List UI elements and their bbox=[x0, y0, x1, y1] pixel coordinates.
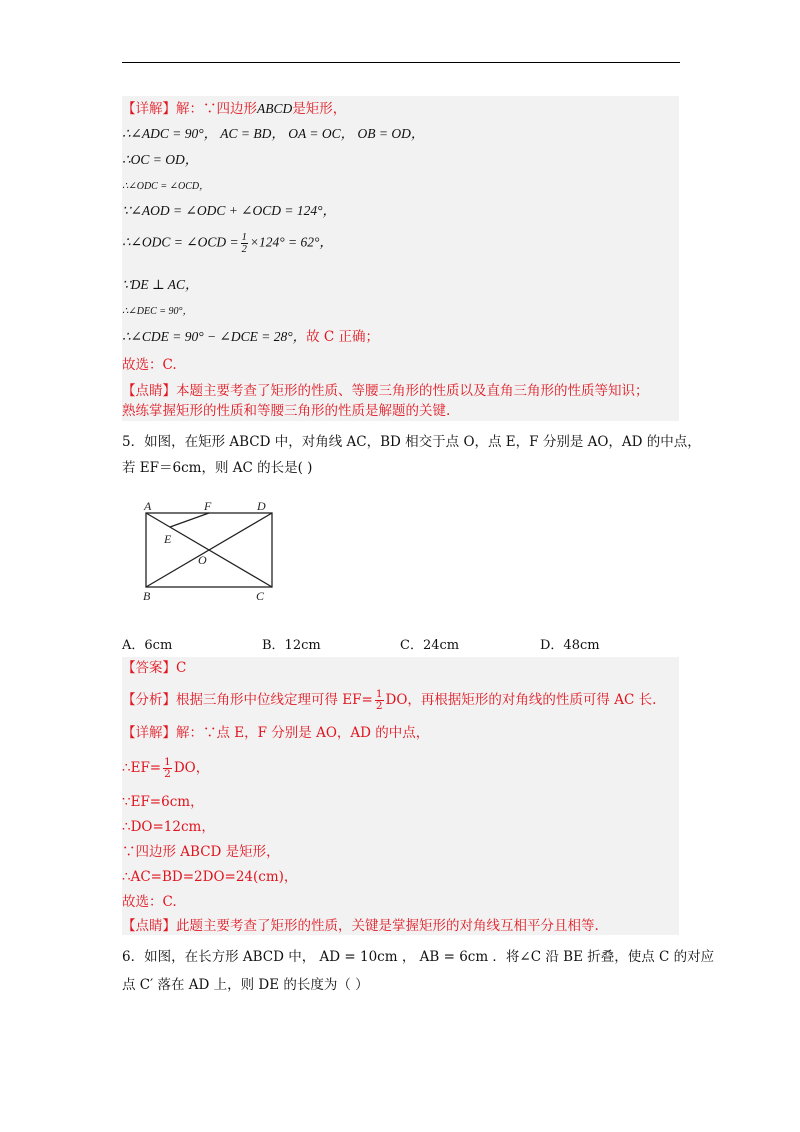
choose-line: 故选：C. bbox=[122, 894, 177, 910]
fraction: $\frac{1}{2}$ bbox=[164, 756, 171, 780]
label-c: C bbox=[256, 589, 265, 603]
solution-block-2 bbox=[122, 657, 679, 935]
label-e: E bbox=[164, 532, 172, 546]
detail-line: 【详解】解：∵点 E，F 分别是 AO，AD 的中点， bbox=[122, 725, 430, 741]
choice-b: B．12cm bbox=[262, 638, 321, 653]
step-line: ∴∠ADC = 90°， AC = BD， OA = OC， OB = OD， bbox=[122, 126, 425, 141]
step-line: ∴∠ODC = ∠OCD， bbox=[122, 181, 210, 192]
step-line: ∵四边形 ABCD 是矩形， bbox=[122, 844, 280, 860]
comment-line: 熟练掌握矩形的性质和等腰三角形的性质是解题的关键. bbox=[122, 403, 451, 419]
label-a: A bbox=[144, 499, 152, 513]
choice-c: C．24cm bbox=[400, 638, 460, 653]
comment-line: 【点睛】此题主要考查了矩形的性质，关键是掌握矩形的对角线互相平分且相等. bbox=[122, 918, 599, 934]
step-line: ∵EF=6cm， bbox=[122, 794, 204, 810]
label-b: B bbox=[143, 589, 151, 603]
question-6-text: 6．如图，在长方形 ABCD 中， AD = 10cm ， AB = 6cm ．将∠C 沿 BE 折叠，使点 C 的对应 bbox=[122, 949, 715, 965]
step-line: ∵∠AOD = ∠ODC + ∠OCD = 124°， bbox=[122, 203, 337, 218]
detail-line: 【详解】解：∵四边形ABCD是矩形， bbox=[122, 101, 347, 117]
analysis-line: 【分析】根据三角形中位线定理可得 EF= $\frac{1}{2}$ DO，再根据矩形的对角线的性质可得 AC 长. bbox=[122, 688, 657, 712]
step-line: ∴AC=BD=2DO=24(cm)， bbox=[122, 869, 298, 885]
choice-a: A．6cm bbox=[122, 638, 173, 653]
label-d: D bbox=[257, 499, 266, 513]
choice-d: D．48cm bbox=[540, 638, 600, 653]
step-line: ∵DE ⊥ AC， bbox=[122, 277, 199, 292]
step-line: ∴DO=12cm， bbox=[122, 819, 215, 835]
question-6-text: 点 C′ 落在 AD 上，则 DE 的长度为（ ） bbox=[122, 977, 369, 993]
step-line-fraction: ∴∠ODC = ∠OCD = $\frac{1}{2}$ ×124° = 62°， bbox=[122, 232, 333, 255]
fraction: $\frac{1}{2}$ bbox=[375, 688, 383, 712]
step-line: ∴OC = OD， bbox=[122, 152, 199, 167]
step-line-fraction: ∴EF= $\frac{1}{2}$ DO， bbox=[122, 756, 210, 780]
question-5-text: 5．如图，在矩形 ABCD 中，对角线 AC，BD 相交于点 O，点 E，F 分别是 AO，AD 的中点， bbox=[122, 434, 701, 450]
solution-block-1 bbox=[122, 96, 679, 421]
step-line: ∴∠DEC = 90°， bbox=[122, 306, 193, 317]
segment-ef bbox=[170, 513, 209, 527]
choose-line: 故选：C. bbox=[122, 357, 177, 373]
header-rule bbox=[122, 62, 680, 63]
label-o: O bbox=[198, 553, 207, 567]
rectangle-figure bbox=[130, 496, 290, 608]
answer-line: 【答案】C bbox=[122, 660, 187, 676]
comment-line: 【点睛】本题主要考查了矩形的性质、等腰三角形的性质以及直角三角形的性质等知识； bbox=[122, 383, 649, 399]
fraction: $\frac{1}{2}$ bbox=[241, 232, 247, 255]
question-5-text: 若 EF＝6cm，则 AC 的长是( ) bbox=[122, 460, 313, 476]
step-line: ∴∠CDE = 90° − ∠DCE = 28°，故 C 正确； bbox=[122, 329, 380, 345]
label-f: F bbox=[204, 499, 212, 513]
